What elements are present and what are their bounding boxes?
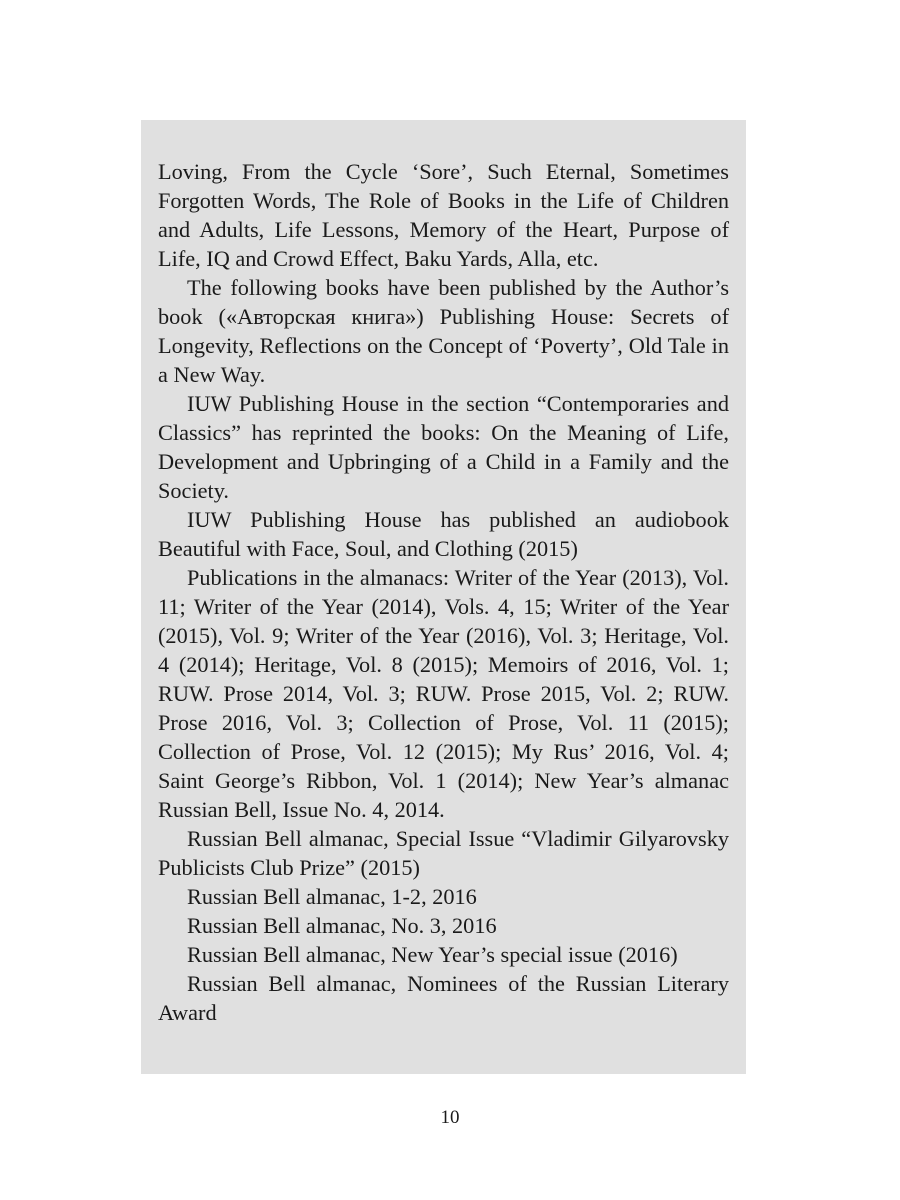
paragraph: Russian Bell almanac, Nominees of the Russian Literary Award (158, 971, 729, 1025)
paragraph: IUW Publishing House in the section “Contemporaries and Classics” has reprinted the books: On the Meaning of Life, Development and Upbringing of a Child in a Family and the Society. (158, 391, 729, 503)
paragraph: IUW Publishing House has published an audiobook Beautiful with Face, Soul, and Clothing (2015) (158, 507, 729, 561)
paragraph: Russian Bell almanac, Special Issue “Vladimir Gilyarovsky Publicists Club Prize” (2015) (158, 826, 729, 880)
body-text (158, 157, 729, 1027)
paragraph: Loving, From the Cycle ‘Sore’, Such Eternal, Sometimes Forgotten Words, The Role of Books in the Life of Children and Adults, Life Lessons, Memory of the Heart, Purpose of Life, IQ and Crowd Effect, Baku Yards, Alla, etc. (158, 159, 729, 271)
paragraph: Russian Bell almanac, New Year’s special issue (2016) (187, 942, 678, 967)
paragraph: The following books have been published by the Author’s book («Авторская книга») Publishing House: Secrets of Longevity, Reflections on the Concept of ‘Poverty’, Old Tale in a New Way. (158, 275, 729, 387)
paragraph: Russian Bell almanac, No. 3, 2016 (187, 913, 497, 938)
text-panel (141, 120, 746, 1074)
page-number: 10 (440, 1107, 460, 1128)
paragraph: Publications in the almanacs: Writer of the Year (2013), Vol. 11; Writer of the Year (2014), Vols. 4, 15; Writer of the Year (2015), Vol. 9; Writer of the Year (2016), Vol. 3; Heritage, Vol. 4 (2014); Heritage, Vol. 8 (2015); Memoirs of 2016, Vol. 1; RUW. Prose 2014, Vol. 3; RUW. Prose 2015, Vol. 2; RUW. Prose 2016, Vol. 3; Collection of Prose, Vol. 11 (2015); Collection of Prose, Vol. 12 (2015); My Rus’ 2016, Vol. 4; Saint George’s Ribbon, Vol. 1 (2014); New Year’s almanac Russian Bell, Issue No. 4, 2014. (158, 565, 729, 822)
paragraph: Russian Bell almanac, 1-2, 2016 (187, 884, 477, 909)
